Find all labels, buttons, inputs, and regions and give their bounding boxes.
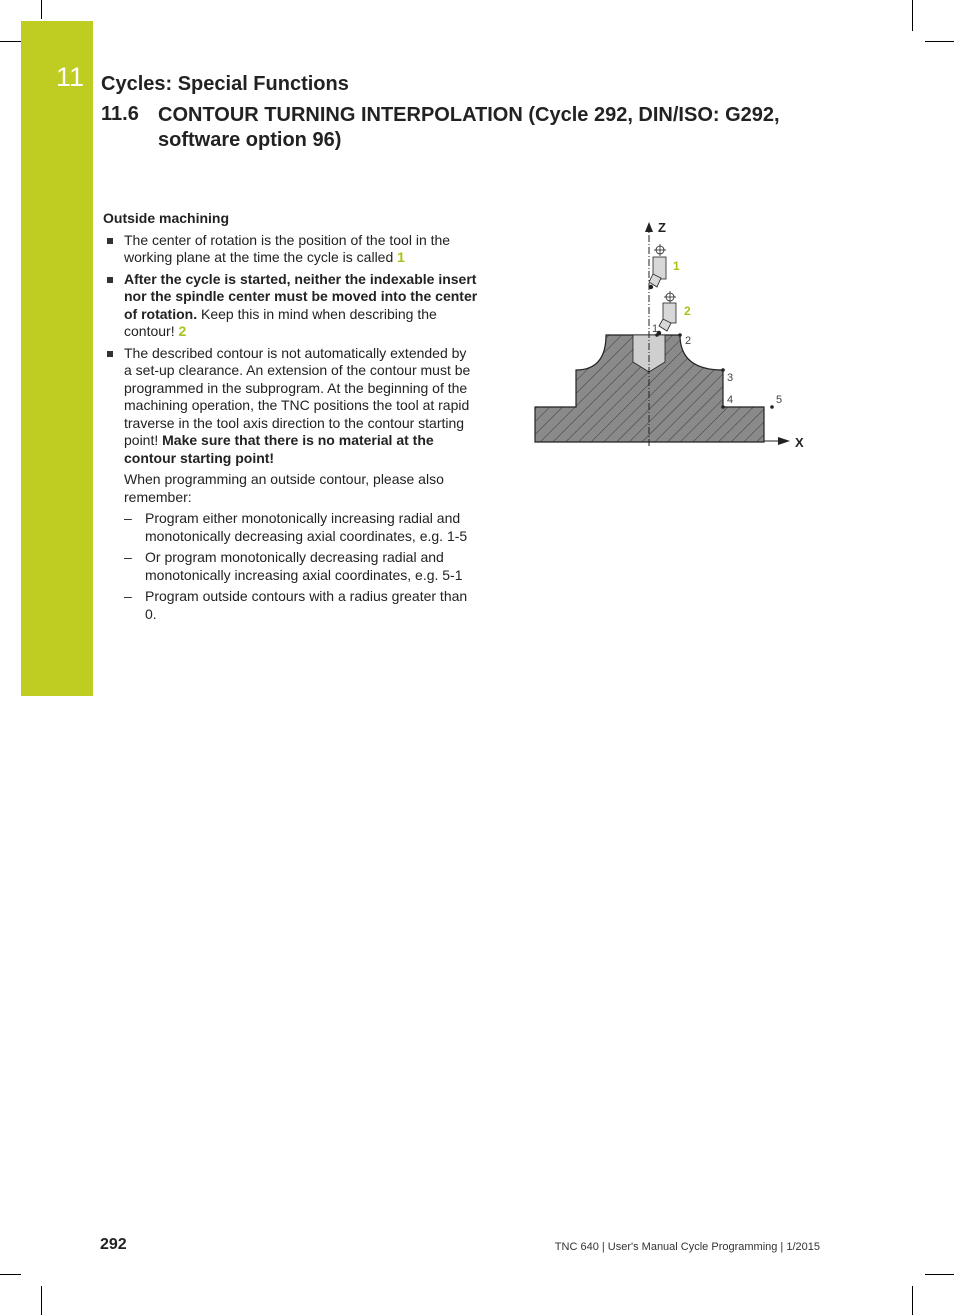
bullet-bold-text: After the cycle is started, neither the indexable insert nor the spindle center must be moved into the center of rotation. (124, 270, 478, 322)
tool-2 (657, 291, 676, 335)
bullet-text: The described contour is not automatically extended by a set-up clearance. An extension of the contour must be programmed in the subprogram. At the beginning of the machining operation, the TNC positions the tool at rapid traverse in the tool axis direction to the contour starting point! (124, 344, 471, 448)
crop-mark (925, 1274, 954, 1275)
crop-mark (912, 0, 913, 31)
chapter-title: Cycles: Special Functions (101, 73, 349, 95)
crop-mark (912, 1286, 913, 1315)
x-axis-arrow (778, 437, 790, 445)
crop-mark (925, 41, 954, 42)
axis-label-x: X (795, 435, 804, 450)
contour-point-3 (721, 368, 725, 372)
reference-number: 1 (397, 249, 405, 265)
dash-item: – Program either monotonically increasing radial and monotonically decreasing axial coordinates, e.g. 1-5 (103, 510, 478, 545)
point-label: 4 (727, 394, 734, 406)
bullet-item (103, 232, 478, 267)
section-number: 11.6 (101, 103, 139, 125)
crop-mark (41, 0, 42, 19)
bullet-item (103, 345, 478, 468)
paragraph: When programming an outside contour, please also remember: (124, 471, 444, 505)
point-label: 1 (652, 323, 659, 335)
chapter-sidebar (21, 21, 93, 696)
bullet-text: The center of rotation is the position of the tool in the working plane at the time the cycle is called (124, 231, 451, 265)
z-axis-arrow (645, 222, 653, 232)
contour-diagram (530, 210, 820, 460)
contour-point-2 (678, 333, 682, 337)
crop-mark (0, 1274, 21, 1275)
crop-mark (0, 41, 21, 42)
reference-number: 2 (178, 323, 187, 339)
section-title: CONTOUR TURNING INTERPOLATION (Cycle 292, DIN/ISO: G292, software option 96) (158, 104, 780, 151)
tool-label-1: 1 (673, 259, 680, 273)
contour-point-4 (721, 405, 725, 409)
bullet-bold-text: Make sure that there is no material at the contour starting point! (124, 432, 434, 466)
crop-mark (41, 1286, 42, 1315)
chapter-number: 11 (56, 62, 85, 92)
point-label: 5 (776, 394, 783, 406)
page-number: 292 (100, 1236, 127, 1253)
main-content (103, 210, 478, 627)
tool-label-2: 2 (684, 304, 691, 318)
bullet-item (103, 271, 478, 341)
bullet-text: Keep this in mind when describing the contour! (124, 305, 437, 339)
footer-text: TNC 640 | User's Manual Cycle Programming | 1/2015 (554, 1241, 820, 1253)
tool-1 (649, 244, 666, 289)
point-label: 2 (685, 335, 692, 347)
dash-item: – Program outside contours with a radius greater than 0. (103, 588, 478, 623)
subheading: Outside machining (103, 210, 230, 226)
axis-label-z: Z (658, 220, 666, 235)
dash-item: – Or program monotonically decreasing radial and monotonically increasing axial coordinates, e.g. 5-1 (103, 549, 478, 584)
contour-point-5 (770, 405, 774, 409)
point-label: 3 (727, 372, 734, 384)
